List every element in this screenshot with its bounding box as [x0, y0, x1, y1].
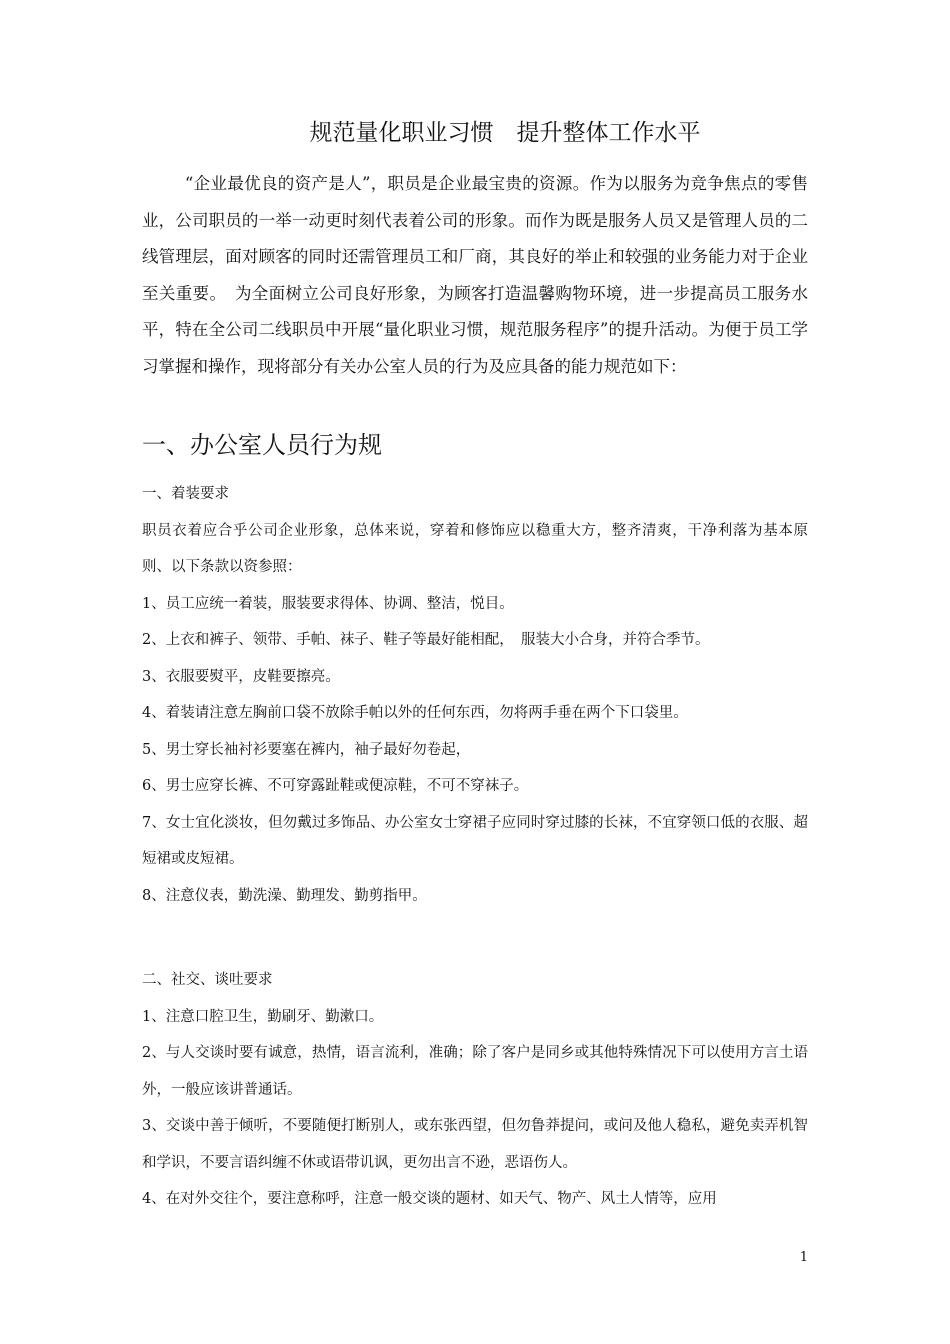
intro-paragraph: “企业最优良的资产是人”，职员是企业最宝贵的资源。作为以服务为竞争焦点的零售业，公司职员的一举一动更时刻代表着公司的形象。而作为既是服务人员又是管理人员的二线管理层，面对顾客的同时还需管理员工和厂商，其良好的举止和较强的业务能力对于企业至关重要。 为全面树立公司良好形象，为顾客打造温馨购物环境，进一步提高员工服务水平，特在全公司二线职员中开展“量化职业习惯，规范服务程序”的提升活动。为便于员工学习掌握和操作，现将部分有关办公室人员的行为及应具备的能力规范如下：	[142, 174, 808, 376]
list-item: 2、上衣和裤子、领带、手帕、袜子、鞋子等最好能相配， 服装大小合身，并符合季节。	[142, 632, 710, 648]
list-item: 4、在对外交往个，要注意称呼，注意一般交谈的题材、如天气、物产、风土人情等，应用	[142, 1191, 717, 1207]
list-item: 4、着装请注意左胸前口袋不放除手帕以外的任何东西，勿将两手垂在两个下口袋里。	[142, 705, 688, 721]
list-item: 5、男士穿长袖衬衫要塞在裤内，袖子最好勿卷起，	[142, 741, 471, 758]
list-item: 3、交谈中善于倾听，不要随便打断别人，或东张西望，但勿鲁莽提问，或问及他人稳私，避免卖弄机智和学识，不要言语纠缠不休或语带讥讽，更勿出言不逊，恶语伤人。	[142, 1118, 808, 1171]
section-title: 二、社交、谈吐要求	[142, 972, 273, 988]
list-item: 6、男士应穿长裤、不可穿露趾鞋或便凉鞋，不可不穿袜子。	[142, 778, 529, 794]
list-item: 8、注意仪表，勤洗澡、勤理发、勤剪指甲。	[142, 887, 427, 904]
document-title: 规范量化职业习惯 提升整体工作水平	[309, 120, 701, 146]
chapter-heading: 一、办公室人员行为规	[142, 431, 382, 459]
list-item: 1、注意口腔卫生，勤刷牙、勤漱口。	[142, 1008, 384, 1025]
list-item: 1、员工应统一着装，服装要求得体、协调、整洁，悦目。	[142, 595, 514, 612]
section-social-speech	[142, 962, 808, 1218]
list-item: 3、衣服要熨平，皮鞋要擦亮。	[142, 668, 340, 685]
section-dress-code	[142, 476, 808, 914]
section-title: 一、着装要求	[142, 486, 229, 502]
list-item: 2、与人交谈时要有诚意，热情，语言流利，准确；除了客户是同乡或其他特殊情况下可以使用方言土语外，一般应该讲普通话。	[142, 1045, 808, 1098]
page-number: 1	[799, 1250, 808, 1265]
list-item: 7、女士宜化淡妆，但勿戴过多饰品、办公室女士穿裙子应同时穿过膝的长袜，不宜穿领口低的衣服、超短裙或皮短裙。	[142, 814, 808, 867]
section-lead-paragraph: 职员衣着应合乎公司企业形象，总体来说，穿着和修饰应以稳重大方，整齐清爽，干净利落为基本原则、以下条款以资参照：	[142, 522, 808, 575]
